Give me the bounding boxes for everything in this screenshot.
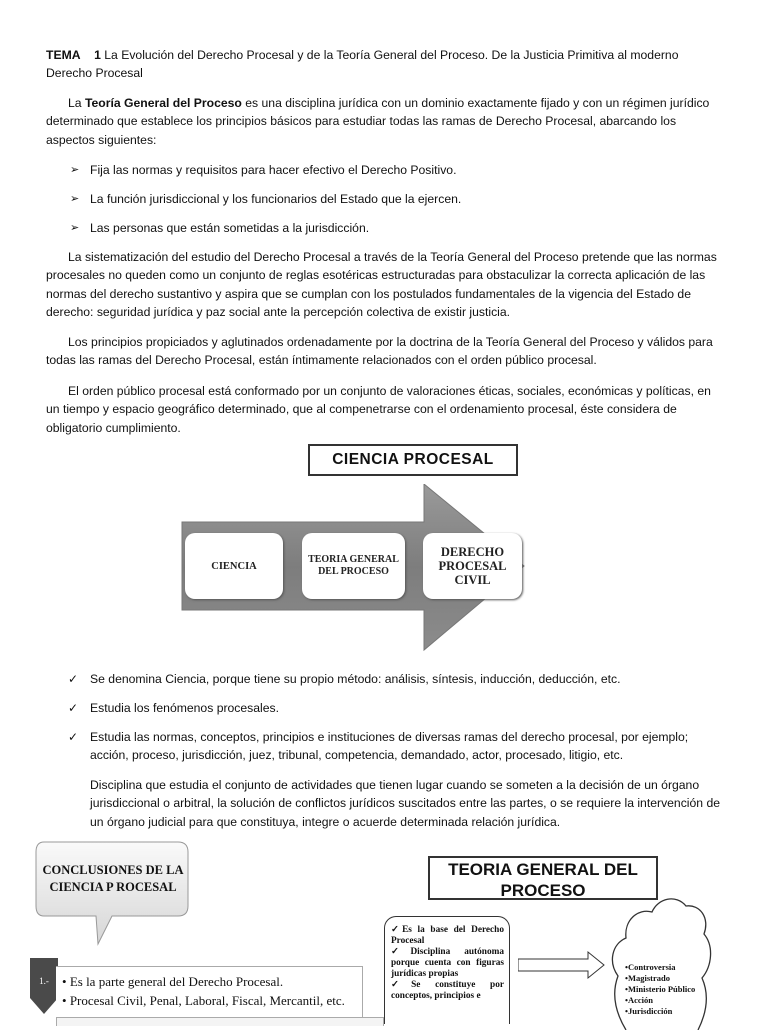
conclusions-callout-text: CONCLUSIONES DE LA CIENCIA P ROCESAL — [42, 863, 184, 894]
arrow-bullet-icon: ➢ — [70, 193, 80, 205]
check-item-2 — [68, 699, 724, 717]
aspect-text: Las personas que están sometidas a la jurisdicción. — [90, 221, 370, 235]
checkmark-icon: ✓ — [68, 701, 79, 715]
paragraph-systematization: La sistematización del estudio del Derecho Procesal a través de la Teoría General del Proceso pretende que las normas procesales no queden como un conjunto de reglas esotéricas estructuradas para obstaculizar la correcta aplicación de las normas del derecho sustantivo y aspira que se cumplan con los postulados fundamentales de la vigencia del Estado de derecho: seguridad jurídica y paz social ante la percepción colectiva de existir justicia. — [46, 250, 717, 320]
conclusion-item-1: • Es la parte general del Derecho Procesal. — [62, 974, 284, 989]
tema-label: TEMA — [46, 48, 81, 62]
diagram-ciencia-procesal-title: CIENCIA PROCESAL — [308, 444, 518, 476]
cloud-item: •Jurisdicción — [625, 1006, 673, 1016]
next-conclusion-box — [56, 1017, 384, 1026]
box-ciencia: CIENCIA — [185, 533, 283, 599]
tema-title: La Evolución del Derecho Procesal y de la Teoría General del Proceso. De la Justicia Primitiva al moderno Derecho Procesal — [46, 48, 679, 81]
conclusion-text: Procesal Civil, Penal, Laboral, Fiscal, Mercantil, etc. — [69, 993, 345, 1008]
center-box — [384, 916, 510, 1024]
arrow-bullet-icon: ➢ — [70, 222, 80, 234]
checkmark-icon: ✓ — [68, 730, 79, 744]
cloud-item: •Magistrado — [625, 973, 670, 983]
paragraph-principles: Los principios propiciados y aglutinados ordenadamente por la doctrina de la Teoría General del Proceso y válidos para todas las ramas del Derecho Procesal, están íntimamente relacionados con el orden público procesal. — [46, 335, 713, 368]
aspect-text: Fija las normas y requisitos para hacer efectivo el Derecho Positivo. — [90, 163, 457, 177]
chevron-marker-icon — [30, 958, 58, 1024]
box-derecho-procesal-civil: DERECHO PROCESAL CIVIL — [423, 533, 522, 599]
intro-paragraph — [46, 94, 724, 149]
check-text: Estudia los fenómenos procesales. — [90, 701, 280, 715]
cloud-item: •Controversia — [625, 962, 676, 972]
conclusion-number: 1.- — [39, 976, 49, 986]
tema-number: 1 — [94, 48, 101, 62]
right-arrow-icon — [518, 950, 606, 980]
conclusion-text: Es la parte general del Derecho Procesal. — [69, 974, 284, 989]
aspect-text: La función jurisdiccional y los funcionarios del Estado que la ejercen. — [90, 192, 462, 206]
box-teoria-general: TEORIA GENERAL DEL PROCESO — [302, 533, 405, 599]
intro-lead: La — [68, 96, 82, 110]
arrow-bullet-icon: ➢ — [70, 164, 80, 176]
diagram-teoria-general-title: TEORIA GENERAL DEL PROCESO — [428, 856, 658, 900]
cloud-item: •Acción — [625, 995, 653, 1005]
check-item-3 — [68, 728, 724, 765]
checkmark-icon: ✓ — [68, 672, 79, 686]
check-text: Estudia las normas, conceptos, principios e instituciones de diversas ramas del derecho procesal, por ejemplo; acción, proceso, jurisdicción, juez, tribunal, competencia, demandado, actor, procesado, litigio, etc. — [90, 730, 689, 763]
check-item-1 — [68, 670, 724, 688]
center-item: ✓Es la base del Derecho Procesal — [391, 925, 504, 946]
conclusion-item-2: • Procesal Civil, Penal, Laboral, Fiscal, Mercantil, etc. — [62, 993, 345, 1008]
center-item: ✓Se constituye por conceptos, principios e — [391, 980, 504, 1001]
center-item: ✓Disciplina autónoma porque cuenta con figuras jurídicas propias — [391, 947, 504, 979]
intro-bold-term: Teoría General del Proceso — [84, 96, 242, 110]
check-text: Se denomina Ciencia, porque tiene su propio método: análisis, síntesis, inducción, deducción, etc. — [90, 672, 621, 686]
intro-rest: es una disciplina jurídica con un dominio exactamente fijado y con un régimen jurídico determinado que establece los principios básicos para estudiar todas las ramas de Derecho Procesal, abarcando los aspectos siguientes: — [46, 96, 710, 147]
paragraph-public-order: El orden público procesal está conformado por un conjunto de valoraciones éticas, sociales, económicas y políticas, en un tiempo y espacio geográfico determinado, que al compenetrarse con el ordenamiento procesal, éste considera de obligatorio cumplimiento. — [46, 384, 711, 435]
cloud-item: •Ministerio Público — [625, 984, 696, 994]
document-heading — [46, 46, 724, 83]
cloud-list — [625, 962, 703, 1017]
paragraph-discipline: Disciplina que estudia el conjunto de actividades que tienen lugar cuando se someten a la decisión de un órgano jurisdiccional o arbitral, la solución de conflictos jurídicos suscitados entre las partes, o se requiere la intervención de un órgano judicial para que constituya, integre o acuerde determinada relación jurídica. — [90, 778, 721, 829]
